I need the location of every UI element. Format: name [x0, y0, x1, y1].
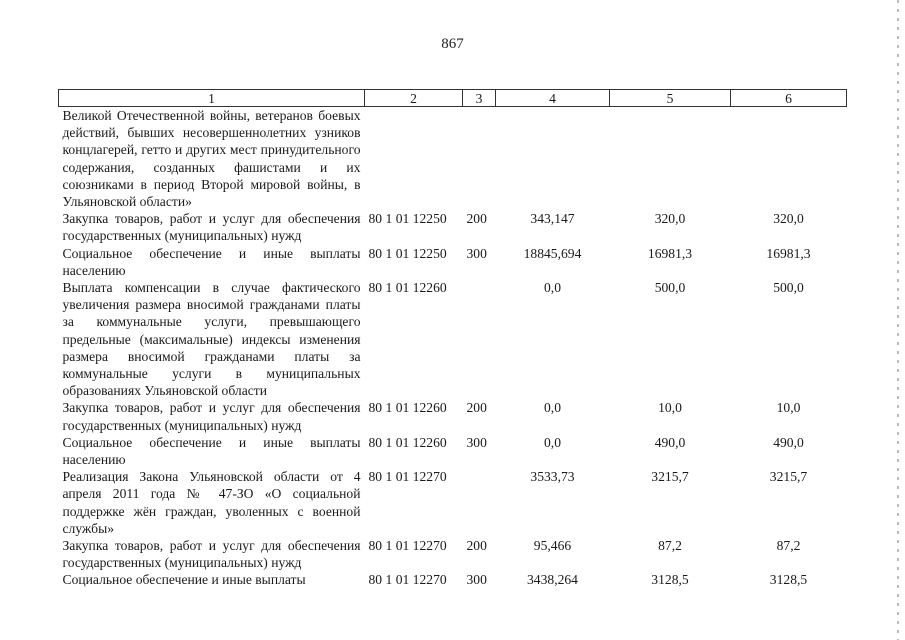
row-description: Реализация Закона Ульяновской области от 4 апреля 2011 года № 47-ЗО «О социальной поддержке жён граждан, уволенных с военной службы» — [62, 469, 361, 536]
row-code: 80 1 01 12260 — [368, 400, 447, 416]
row-code: 80 1 01 12260 — [368, 280, 447, 296]
row-value-col4: 343,147 — [530, 211, 575, 227]
page-number: 867 — [441, 36, 464, 52]
table-row — [59, 434, 847, 468]
row-value-col6: 16981,3 — [766, 245, 811, 261]
row-expense-type — [463, 107, 496, 211]
budget-table — [58, 89, 847, 589]
row-value-col5: 490,0 — [654, 434, 686, 450]
header-col-6: 6 — [731, 90, 847, 107]
row-expense-type — [463, 279, 496, 399]
table-row — [59, 537, 847, 571]
row-expense-type: 300 — [466, 572, 487, 588]
row-code: 80 1 01 12250 — [368, 211, 447, 227]
page-edge-marks — [897, 0, 899, 640]
row-value-col5: 320,0 — [654, 211, 686, 227]
row-value-col5: 10,0 — [658, 400, 682, 416]
row-code: 80 1 01 12270 — [368, 572, 447, 588]
row-value-col4 — [496, 107, 610, 211]
header-col-3: 3 — [463, 90, 496, 107]
row-value-col5: 3128,5 — [651, 572, 689, 588]
row-value-col6: 320,0 — [773, 211, 804, 227]
table-row — [59, 245, 847, 279]
row-description: Выплата компенсации в случае фактического увеличения размера вносимой гражданами платы за коммунальные услуги, превышающего предельные (максимальные) индексы изменения размера вносимой гражданами платы за коммунальные услуги в муниципальных образованиях Ульяновской области — [62, 280, 361, 399]
row-value-col6: 500,0 — [773, 280, 804, 296]
row-code: 80 1 01 12260 — [368, 434, 447, 450]
row-value-col6: 3128,5 — [769, 572, 808, 588]
row-description: Закупка товаров, работ и услуг для обеспечения государственных (муниципальных) нужд — [62, 538, 361, 571]
row-expense-type: 300 — [466, 434, 487, 450]
row-value-col5: 500,0 — [654, 280, 686, 296]
row-value-col4: 0,0 — [544, 434, 561, 450]
row-value-col6: 10,0 — [776, 400, 801, 416]
row-description: Закупка товаров, работ и услуг для обеспечения государственных (муниципальных) нужд — [62, 400, 361, 433]
header-col-1: 1 — [59, 90, 365, 107]
row-value-col4: 3438,264 — [527, 572, 578, 588]
row-expense-type: 300 — [466, 245, 487, 261]
row-description: Социальное обеспечение и иные выплаты населению — [62, 434, 361, 468]
row-expense-type: 200 — [466, 538, 487, 554]
table-row — [59, 468, 847, 537]
row-description: Социальное обеспечение и иные выплаты — [62, 572, 306, 588]
row-expense-type: 200 — [466, 211, 487, 227]
header-col-2: 2 — [365, 90, 463, 107]
row-description: Великой Отечественной войны, ветеранов боевых действий, бывших несовершеннолетних узников концлагерей, гетто и других мест принудительного содержания, созданных фашистами и их союзниками в период Второй мировой войны, в Ульяновской области» — [62, 108, 361, 210]
row-description: Социальное обеспечение и иные выплаты населению — [62, 245, 361, 278]
row-expense-type — [463, 468, 496, 537]
header-col-5: 5 — [610, 90, 731, 107]
table-row — [59, 571, 847, 588]
header-col-4: 4 — [496, 90, 610, 107]
row-code: 80 1 01 12270 — [368, 538, 447, 554]
table-row — [59, 107, 847, 211]
table-header — [59, 90, 847, 107]
table-body — [59, 107, 847, 589]
row-value-col6 — [731, 107, 847, 211]
row-value-col4: 3533,73 — [530, 469, 575, 485]
table-row — [59, 279, 847, 399]
row-value-col4: 0,0 — [544, 280, 561, 296]
row-value-col6: 490,0 — [773, 434, 804, 450]
row-code: 80 1 01 12250 — [368, 245, 447, 261]
row-code: 80 1 01 12270 — [368, 469, 447, 485]
row-value-col6: 3215,7 — [769, 469, 808, 485]
row-value-col4: 95,466 — [533, 538, 572, 554]
row-value-col4: 0,0 — [544, 400, 561, 416]
row-value-col5: 16981,3 — [647, 245, 693, 261]
row-code — [365, 107, 463, 211]
row-value-col5 — [610, 107, 731, 211]
header-row — [59, 90, 847, 107]
table-row — [59, 210, 847, 244]
row-value-col5: 3215,7 — [651, 469, 689, 485]
row-value-col5: 87,2 — [658, 538, 682, 554]
row-expense-type: 200 — [466, 400, 487, 416]
row-value-col4: 18845,694 — [523, 245, 582, 261]
row-description: Закупка товаров, работ и услуг для обеспечения государственных (муниципальных) нужд — [62, 211, 361, 244]
row-value-col6: 87,2 — [776, 538, 801, 554]
table-row — [59, 399, 847, 433]
